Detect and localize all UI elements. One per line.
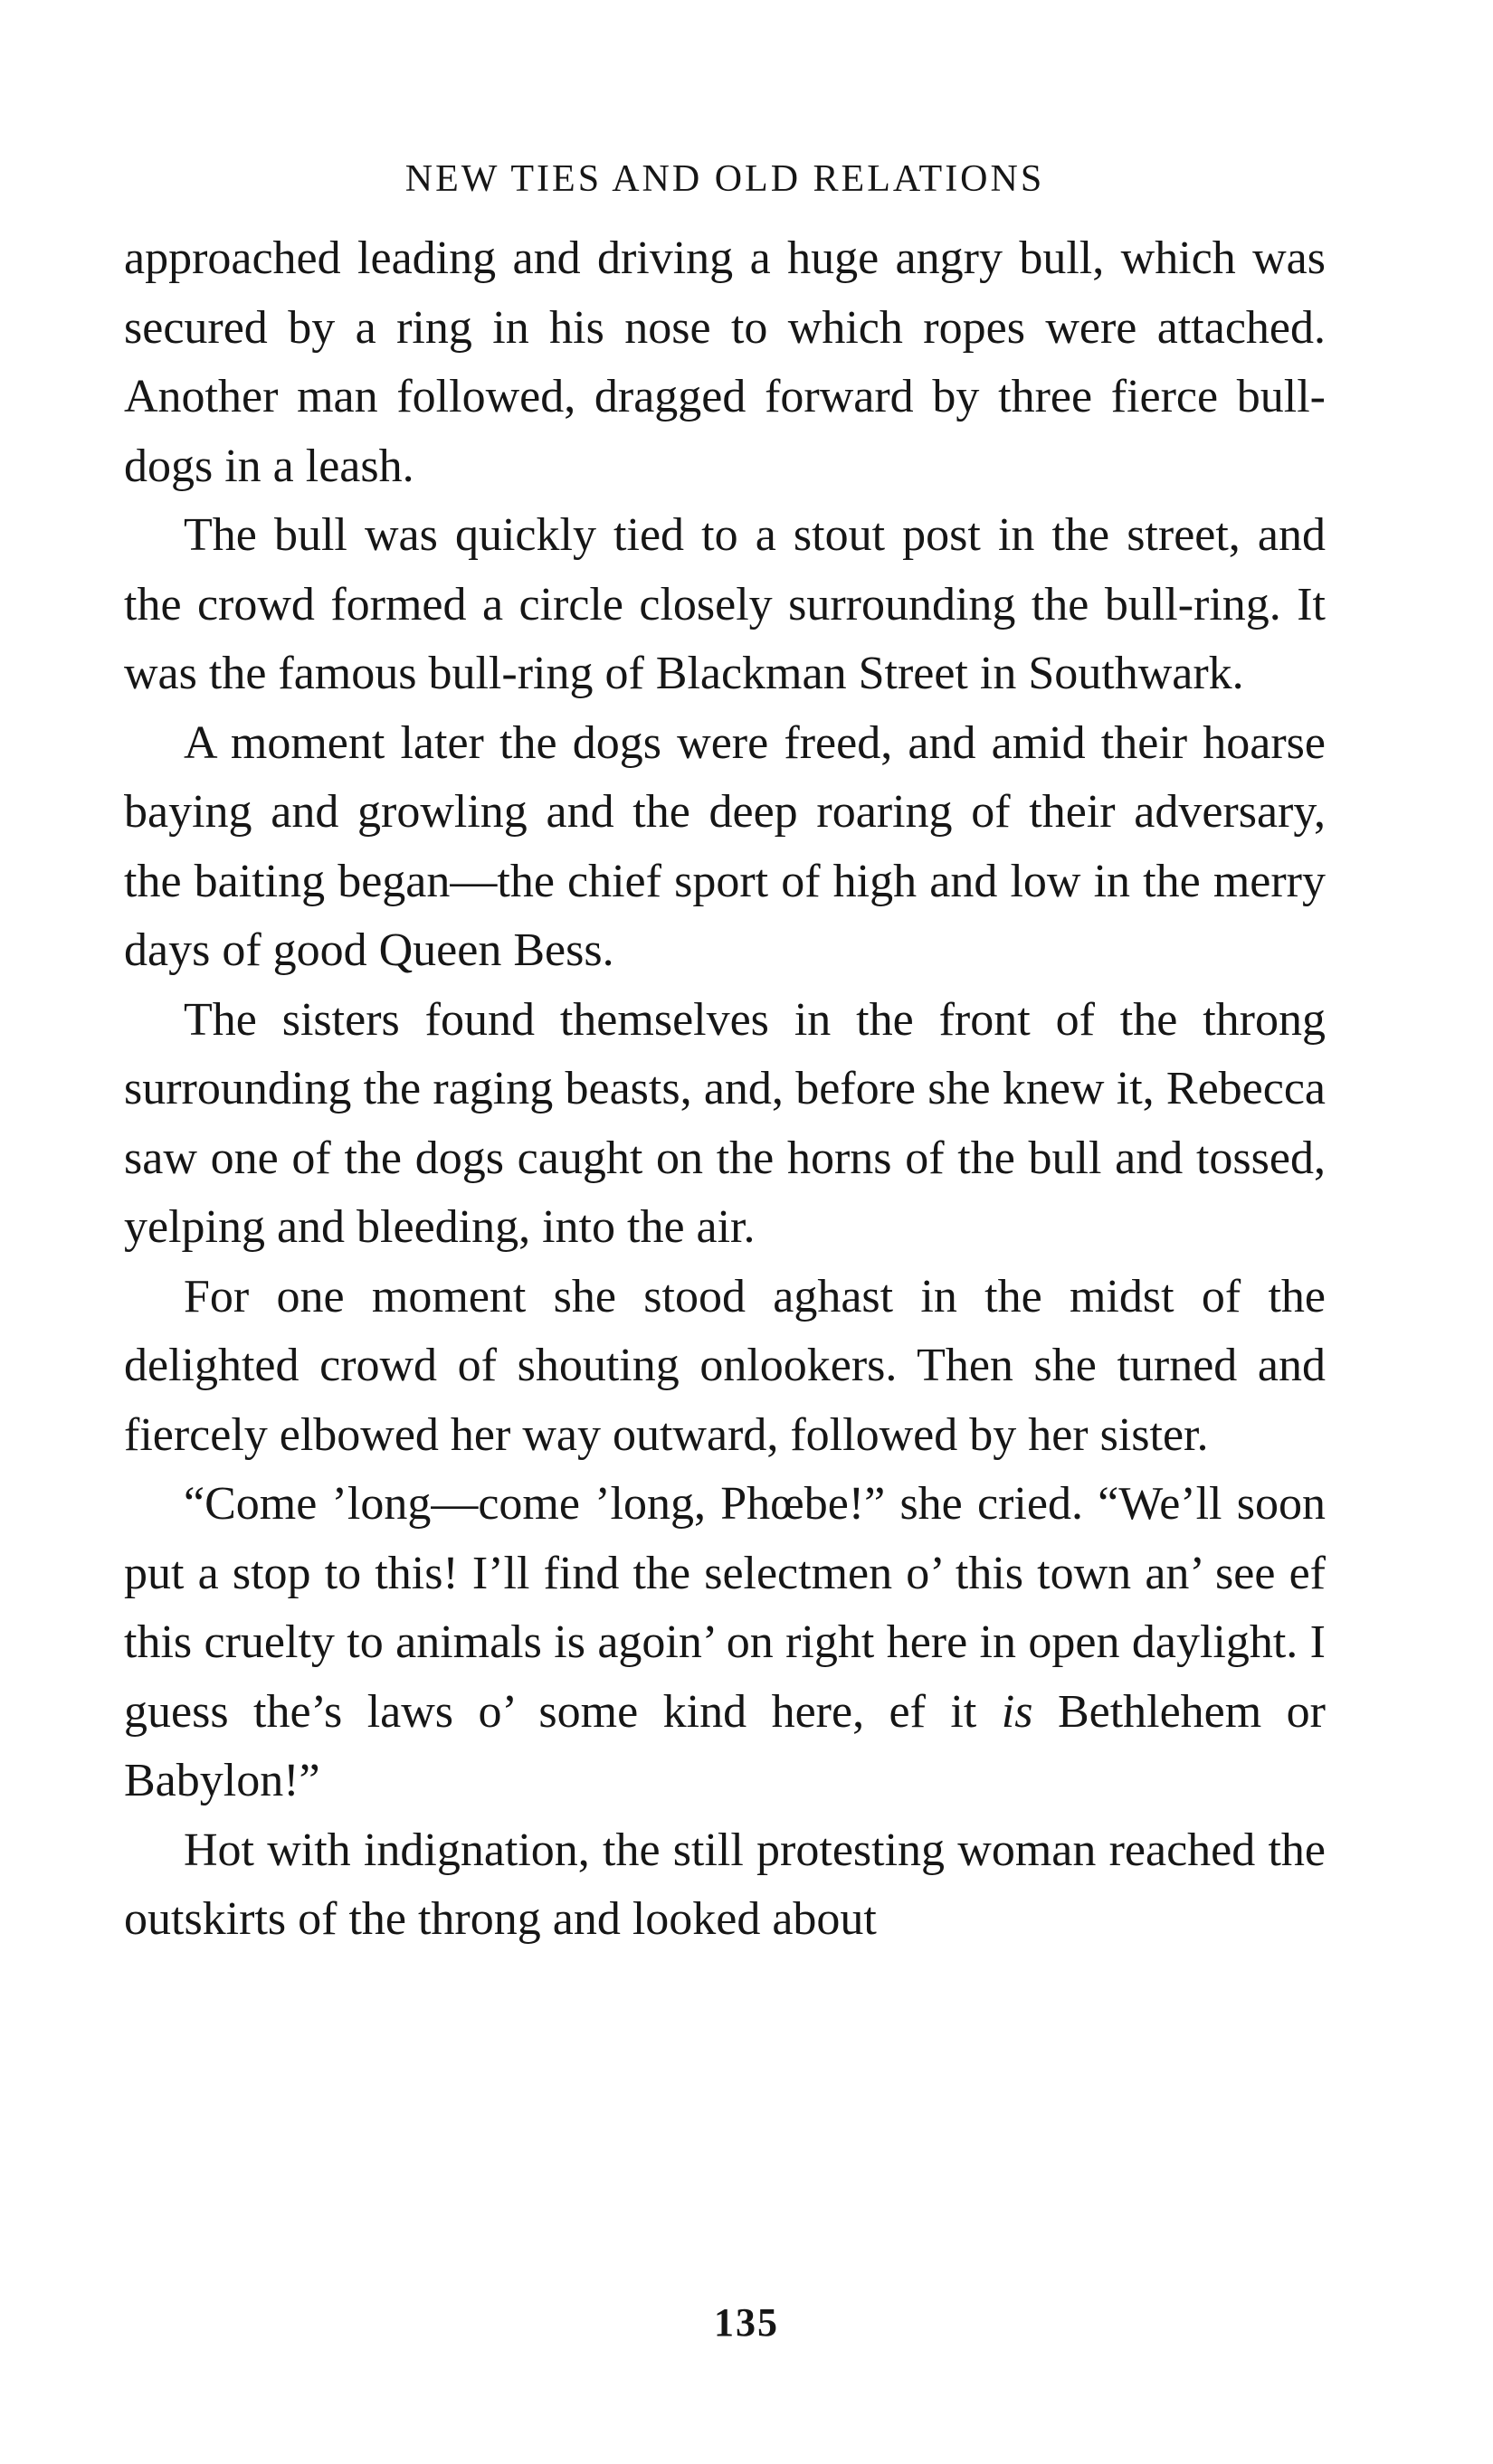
paragraph-3: A moment later the dogs were freed, and amid their hoarse baying and growling and the deep roaring of their adversary, the baiting began—the chief sport of high and low in the merry days of good Queen Bess.	[124, 716, 1326, 976]
paragraph-4: The sisters found themselves in the front of the throng surrounding the raging beasts, and, before she knew it, Rebecca saw one of the dogs caught on the horns of the bull and tossed, yelping and bleeding, into the air.	[124, 993, 1326, 1253]
paragraph-5: For one moment she stood aghast in the midst of the delighted crowd of shouting onlookers. Then she turned and fiercely elbowed her way outward, followed by her sister.	[124, 1270, 1326, 1461]
paragraph-6-text-before: “Come ’long—come ’long, Phœbe!” she cried. “We’ll soon put a stop to this! I’ll find the selectmen o’ this town an’ see ef this cruelty to animals is agoin’ on right here in open daylight. I guess the’s laws o’ some kind here, ef it	[124, 1478, 1326, 1738]
paragraph-1: approached leading and driving a huge angry bull, which was secured by a ring in his nose to which ropes were attached. Another man followed, dragged forward by three fierce bull-dogs in a leash.	[124, 232, 1326, 492]
paragraph-2: The bull was quickly tied to a stout post in the street, and the crowd formed a circle closely surrounding the bull-ring. It was the famous bull-ring of Blackman Street in Southwark.	[124, 509, 1326, 699]
paragraph-6-text-after: Bethlehem or Babylon!”	[124, 1685, 1326, 1806]
paragraph-6-emphasis: is	[1001, 1685, 1033, 1738]
running-header: NEW TIES AND OLD RELATIONS	[404, 158, 1045, 200]
page-number: 135	[714, 2300, 779, 2345]
paragraph-7: Hot with indignation, the still protesting woman reached the outskirts of the throng and looked about	[124, 1824, 1326, 1945]
book-page	[124, 154, 1326, 1955]
paragraph-6	[124, 1470, 1326, 1816]
